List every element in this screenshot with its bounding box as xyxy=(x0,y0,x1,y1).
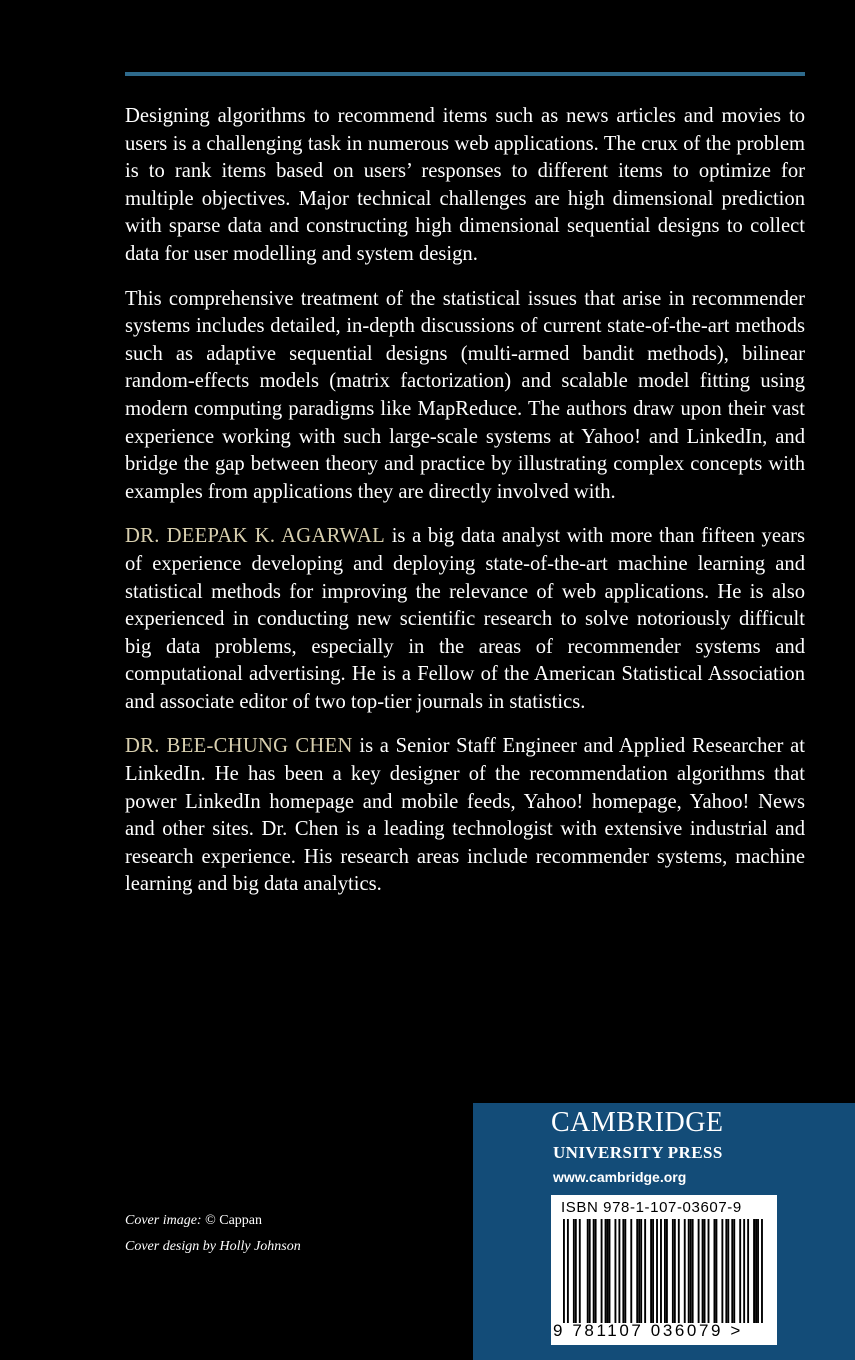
barcode-bar xyxy=(666,1219,668,1323)
barcode-bar xyxy=(589,1219,591,1323)
barcode-bar xyxy=(708,1219,710,1323)
publisher-name: CAMBRIDGE xyxy=(551,1107,724,1138)
barcode-bar xyxy=(618,1219,620,1323)
barcode-bar xyxy=(688,1219,690,1323)
barcode-bar xyxy=(601,1219,603,1323)
top-rule xyxy=(125,72,805,76)
barcode-bar xyxy=(753,1219,755,1323)
barcode-bars xyxy=(563,1219,765,1323)
barcode-bar xyxy=(605,1219,607,1323)
isbn-number: ISBN 978-1-107-03607-9 xyxy=(561,1199,742,1216)
barcode-bar xyxy=(622,1219,624,1323)
barcode-bar xyxy=(692,1219,694,1323)
barcode-bar xyxy=(674,1219,676,1323)
barcode-bar xyxy=(593,1219,595,1323)
back-cover-text xyxy=(125,103,805,916)
barcode-bar xyxy=(624,1219,626,1323)
barcode-digits: 9 781107 036079 > xyxy=(553,1321,743,1340)
cover-design-credit: Cover design by Holly Johnson xyxy=(125,1239,301,1254)
barcode-bar xyxy=(650,1219,652,1323)
barcode-bar xyxy=(678,1219,680,1323)
barcode-bar xyxy=(761,1219,763,1323)
barcode-bar xyxy=(664,1219,666,1323)
cover-image-label: Cover image: xyxy=(125,1213,202,1228)
author-bio-chen xyxy=(125,733,805,899)
barcode-bar xyxy=(733,1219,735,1323)
barcode-bar xyxy=(743,1219,745,1323)
barcode-bar xyxy=(563,1219,565,1323)
barcode-bar xyxy=(731,1219,733,1323)
barcode-bar xyxy=(587,1219,589,1323)
author-bio-text: is a big data analyst with more than fifteen years of experience developing and deploying state-of-the-art machine learning and statistical methods for improving the relevance of web applications. He is also experienced in conducting new scientific research to solve notoriously difficult big data problems, especially in the areas of recommender systems and computational advertising. He is a Fellow of the American Statistical Association and associate editor of two top-tier journals in statistics. xyxy=(125,525,805,713)
barcode-bar xyxy=(567,1219,569,1323)
barcode-bar xyxy=(614,1219,616,1323)
barcode-bar xyxy=(609,1219,611,1323)
author-bio-agarwal xyxy=(125,523,805,716)
barcode-bar xyxy=(690,1219,692,1323)
barcode-bar xyxy=(575,1219,577,1323)
barcode-bar xyxy=(660,1219,662,1323)
description-paragraph-1: Designing algorithms to recommend items such as news articles and movies to users is a challenging task in numerous web applications. The crux of the problem is to rank items based on users’ responses to different items to optimize for multiple objectives. Major technical challenges are high dimensional prediction with sparse data and constructing high dimensional sequential designs to collect data for user modelling and system design. xyxy=(125,105,805,265)
barcode-bar xyxy=(747,1219,749,1323)
cover-image-value: © Cappan xyxy=(205,1213,262,1228)
publisher-panel xyxy=(473,1103,855,1360)
barcode-bar xyxy=(684,1219,686,1323)
barcode-bar xyxy=(656,1219,658,1323)
author-name: DR. DEEPAK K. AGARWAL xyxy=(125,525,386,548)
barcode-bar xyxy=(644,1219,646,1323)
barcode-bar xyxy=(757,1219,759,1323)
barcode-bar xyxy=(640,1219,642,1323)
isbn-barcode xyxy=(551,1195,777,1345)
barcode-bar xyxy=(704,1219,706,1323)
barcode-bar xyxy=(721,1219,723,1323)
barcode-bar xyxy=(579,1219,581,1323)
barcode-bar xyxy=(755,1219,757,1323)
barcode-bar xyxy=(702,1219,704,1323)
cover-credits xyxy=(125,1208,301,1260)
barcode-bar xyxy=(573,1219,575,1323)
barcode-bar xyxy=(727,1219,729,1323)
barcode-bar xyxy=(638,1219,640,1323)
description-paragraph-2: This comprehensive treatment of the statistical issues that arise in recommender systems includes detailed, in-depth discussions of current state-of-the-art methods such as adaptive sequential designs (multi-armed bandit methods), bilinear random-effects models (matrix factorization) and scalable model fitting using modern computing paradigms like MapReduce. The authors draw upon their vast experience working with such large-scale systems at Yahoo! and LinkedIn, and bridge the gap between theory and practice by illustrating complex concepts with examples from applications they are directly involved with. xyxy=(125,287,805,503)
barcode-bar xyxy=(595,1219,597,1323)
barcode-bar xyxy=(630,1219,632,1323)
cover-image-credit xyxy=(125,1208,301,1234)
barcode-bar xyxy=(715,1219,717,1323)
barcode-bar xyxy=(725,1219,727,1323)
barcode-bar xyxy=(714,1219,716,1323)
publisher-url: www.cambridge.org xyxy=(553,1169,687,1185)
barcode-bar xyxy=(698,1219,700,1323)
barcode-bar xyxy=(607,1219,609,1323)
barcode-bar xyxy=(672,1219,674,1323)
author-name: DR. BEE-CHUNG CHEN xyxy=(125,735,353,758)
publisher-subname: UNIVERSITY PRESS xyxy=(553,1143,723,1162)
barcode-bar xyxy=(636,1219,638,1323)
barcode-bar xyxy=(652,1219,654,1323)
author-bio-text: is a Senior Staff Engineer and Applied Researcher at LinkedIn. He has been a key designer of the recommendation algorithms that power LinkedIn homepage and mobile feeds, Yahoo! homepage, Yahoo! News and other sites. Dr. Chen is a leading technologist with extensive industrial and research experience. His research areas include recommender systems, machine learning and big data analytics. xyxy=(125,735,805,896)
barcode-bar xyxy=(739,1219,741,1323)
